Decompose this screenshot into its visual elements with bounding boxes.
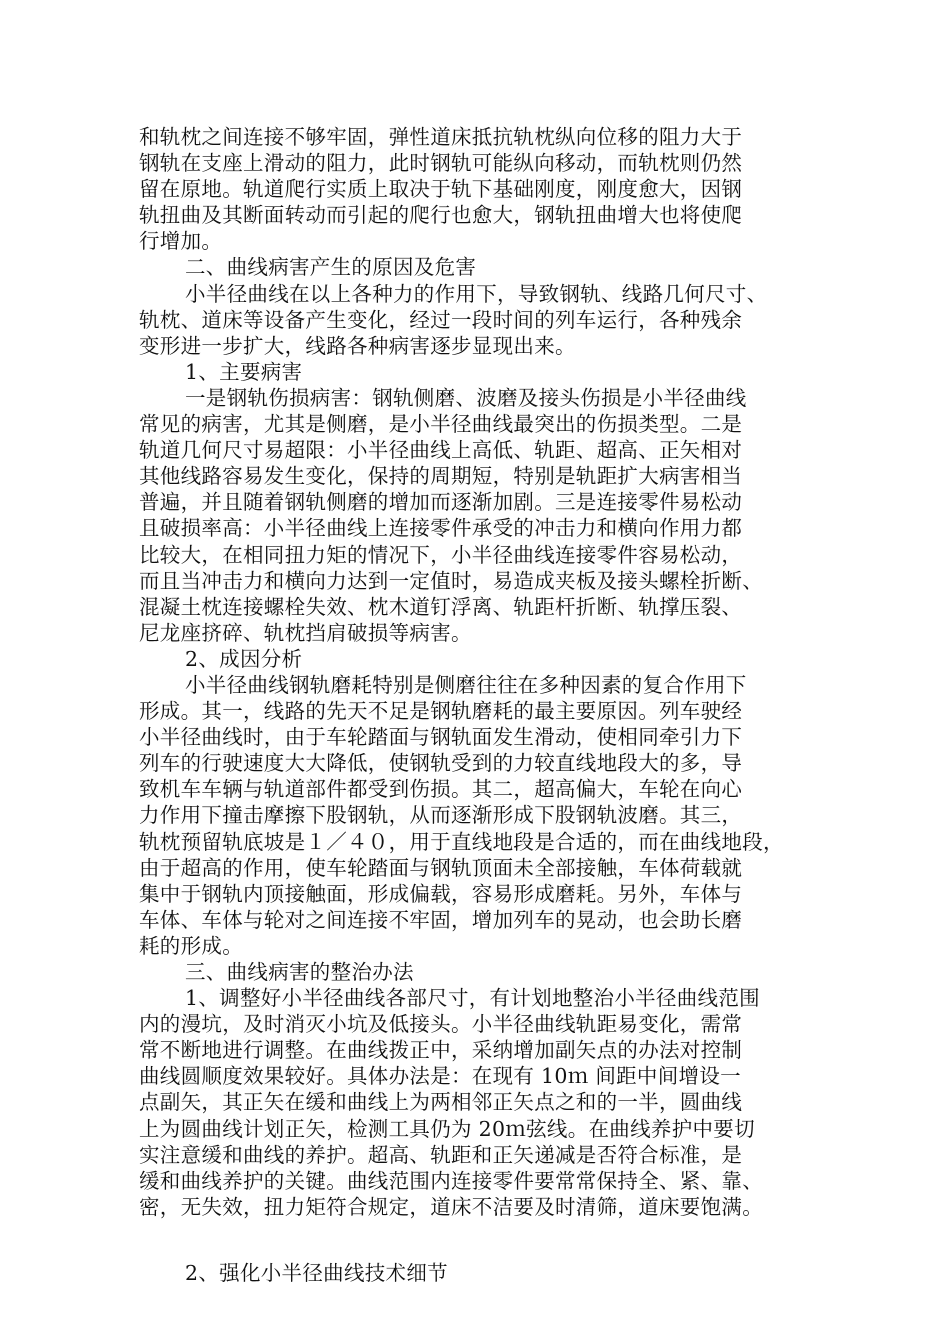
- text-line: 实注意缓和曲线的养护。超高、轨距和正矢递减是否符合标准，是: [139, 1142, 743, 1167]
- text-line: 小半径曲线钢轨磨耗特别是侧磨往往在多种因素的复合作用下: [185, 672, 747, 697]
- text-line: 2、成因分析: [185, 646, 303, 671]
- text-line: 三、曲线病害的整治办法: [185, 960, 414, 984]
- text-line: 其他线路容易发生变化，保持的周期短，特别是轨距扩大病害相当: [139, 464, 743, 489]
- text-line: 行增加。: [139, 229, 223, 254]
- text-line: 车体、车体与轮对之间连接不牢固，增加列车的晃动，也会助长磨: [139, 907, 743, 932]
- text-line: 1、调整好小半径曲线各部尺寸，有计划地整治小半径曲线范围: [185, 986, 760, 1011]
- text-line: 轨扭曲及其断面转动而引起的爬行也愈大，钢轨扭曲增大也将使爬: [139, 203, 743, 228]
- text-line: 曲线圆顺度效果较好。具体办法是：在现有 10ｍ 间距中间增设一: [139, 1064, 741, 1089]
- text-line: 内的漫坑，及时消灭小坑及低接头。小半径曲线轨距易变化，需常: [139, 1012, 743, 1037]
- text-line: 轨道几何尺寸易超限：小半径曲线上高低、轨距、超高、正矢相对: [139, 438, 743, 463]
- text-line: 混凝土枕连接螺栓失效、枕木道钉浮离、轨距杆折断、轨撑压裂、: [139, 594, 743, 619]
- text-line: 普遍，并且随着钢轨侧磨的增加而逐渐加剧。三是连接零件易松动: [139, 490, 743, 515]
- section-heading: 2、强化小半径曲线技术细节: [185, 1260, 448, 1285]
- text-line: 轨枕预留轨底坡是１／４０，用于直线地段是合适的，而在曲线地段，: [139, 829, 784, 854]
- text-line: 由于超高的作用，使车轮踏面与钢轨顶面未全部接触，车体荷载就: [139, 855, 743, 880]
- text-line: 二、曲线病害产生的原因及危害: [185, 255, 477, 280]
- text-line: 留在原地。轨道爬行实质上取决于轨下基础刚度，刚度愈大，因钢: [139, 177, 743, 202]
- text-line: 致机车车辆与轨道部件都受到伤损。其二，超高偏大，车轮在向心: [139, 777, 743, 802]
- text-line: 尼龙座挤碎、轨枕挡肩破损等病害。: [139, 620, 472, 645]
- text-line: 变形进一步扩大，线路各种病害逐步显现出来。: [139, 333, 576, 358]
- text-line: 钢轨在支座上滑动的阻力，此时钢轨可能纵向移动，而轨枕则仍然: [139, 151, 743, 176]
- text-line: 列车的行驶速度大大降低，使钢轨受到的力较直线地段大的多，导: [139, 751, 743, 776]
- text-line: 缓和曲线养护的关键。曲线范围内连接零件要常常保持全、紧、靠、: [139, 1168, 763, 1193]
- text-line: 比较大，在相同扭力矩的情况下，小半径曲线连接零件容易松动，: [139, 542, 743, 567]
- text-line: 力作用下撞击摩擦下股钢轨，从而逐渐形成下股钢轨波磨。其三，: [139, 803, 743, 828]
- text-line: 密，无失效，扭力矩符合规定，道床不洁要及时清筛，道床要饱满。: [139, 1194, 763, 1219]
- text-line: 常不断地进行调整。在曲线拨正中，采纳增加副矢点的办法对控制: [139, 1038, 743, 1063]
- document-page: [139, 124, 815, 1286]
- text-line: 一是钢轨伤损病害：钢轨侧磨、波磨及接头伤损是小半径曲线: [185, 385, 747, 410]
- text-line: 小半径曲线时，由于车轮踏面与钢轨面发生滑动，使相同牵引力下: [139, 725, 743, 750]
- text-line: 集中于钢轨内顶接触面，形成偏载，容易形成磨耗。另外，车体与: [139, 881, 743, 906]
- text-line: 小半径曲线在以上各种力的作用下，导致钢轨、线路几何尺寸、: [185, 281, 768, 306]
- text-line: 轨枕、道床等设备产生变化，经过一段时间的列车运行，各种残余: [139, 307, 743, 332]
- text-line: 且破损率高：小半径曲线上连接零件承受的冲击力和横向作用力都: [139, 516, 743, 541]
- text-line: 形成。其一，线路的先天不足是钢轨磨耗的最主要原因。列车驶经: [139, 699, 743, 724]
- paragraph-gap: [139, 1220, 815, 1260]
- text-line: 常见的病害，尤其是侧磨，是小半径曲线最突出的伤损类型。二是: [139, 412, 743, 437]
- text-line: 点副矢，其正矢在缓和曲线上为两相邻正矢点之和的一半，圆曲线: [139, 1090, 743, 1115]
- text-line: 耗的形成。: [139, 933, 243, 958]
- text-line: 1、主要病害: [185, 359, 303, 384]
- text-line: 上为圆曲线计划正矢，检测工具仍为 20ｍ弦线。在曲线养护中要切: [139, 1116, 755, 1141]
- text-line: 而且当冲击力和横向力达到一定值时，易造成夹板及接头螺栓折断、: [139, 568, 763, 593]
- text-line: 和轨枕之间连接不够牢固，弹性道床抵抗轨枕纵向位移的阻力大于: [139, 125, 743, 149]
- document-body: [139, 124, 815, 1220]
